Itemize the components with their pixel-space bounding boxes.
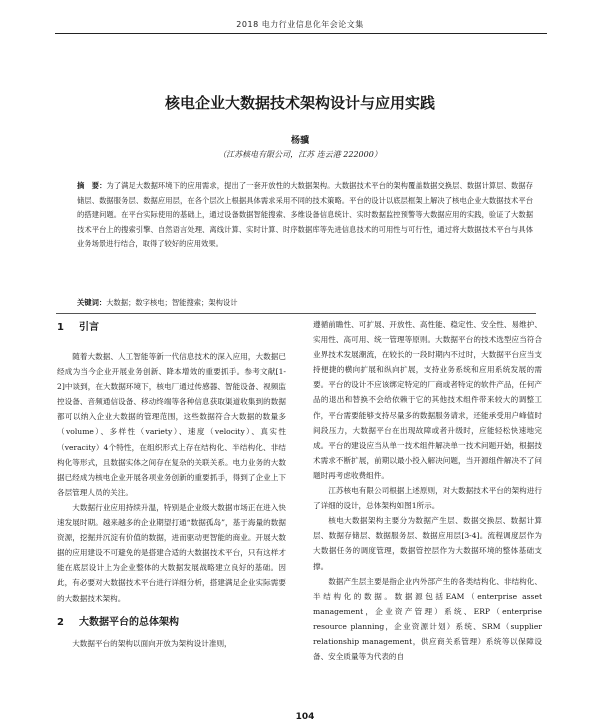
section-number: 2: [57, 616, 64, 628]
section-number: 1: [57, 322, 64, 333]
author-affiliation: （江苏核电有限公司，江苏 连云港 222000）: [218, 150, 382, 159]
paper-title: 核电企业大数据技术架构设计与应用实践: [164, 94, 435, 112]
body-paragraph: 随着大数据、人工智能等新一代信息技术的深入应用，大数据已经成为当今企业开展业务创新、降本增效的重要抓手。参考文献[1-2]中谈到，在大数据环境下，核电厂通过传感器、智能设备、视频监控设备、音频通信设备、移动终端等各种信息获取渠道收集到的数据都可以纳入企业大数据的管理范围，这些数据符合大数据的数量多（volume）、多样性（variety）、速度（velocity）、真实性（veracity）4个特性，在组织形式上存在结构化、半结构化、非结构化等形式，且数据实体之间存在复杂的关联关系。电力业务的大数据已经成为核电企业开展各项业务创新的重要抓手，得到了企业上下各层管理人员的关注。: [57, 352, 286, 497]
body-paragraph: 大数据行业应用持续升温，特别是企业级大数据市场正在进入快速发展时期。越来越多的企业期望打通“数据孤岛”，基于海量的数据资源，挖掘并沉淀有价值的数据，进而驱动更智能的商业。开展大数据的应用建设不可避免的是搭建合适的大数据技术平台，只有这样才能在底层设计上为企业整体的大数据发展战略建立良好的基础。因此，有必要对大数据技术平台进行详细分析，搭建满足企业实际需要的大数据技术架构。: [57, 502, 286, 603]
body-paragraph: 数据产生层主要是指企业内外部产生的各类结构化、非结构化、半结构化的数据。数据源包括EAM（enterprise asset management，企业资产管理）系统、ERP（enterprise resource planning，企业资源计划）系统、SRM（supplier relationship management，供应商关系管理）系统等以保障设备、安全质量等为代表的自: [313, 576, 542, 662]
abstract-label: 摘 要：: [77, 181, 107, 190]
keywords-text: 大数据；数字核电；智能搜索；架构设计: [106, 298, 238, 307]
keywords: [77, 296, 533, 309]
body-paragraph: 遵循前瞻性、可扩展、开放性、高性能、稳定性、安全性、易维护、实用性、高可用、统一管理等原则。大数据平台的技术选型应当符合业界技术发展潮流，在较长的一段时期内不过时，大数据平台应当支持便捷的横向扩展和纵向扩展，支持业务系统和应用系统发展的需要。平台的设计不应该绑定特定的厂商或者特定的软件产品，任何产品的退出和替换不会给依赖于它的其他技术组件带来较大的调整工作，平台需要能够支持尽量多的数据服务请求，还能承受用户峰值时间段压力，大数据平台在出现故障或者升级时，应能轻松快速地完成。平台的建设应当从单一技术组件解决单一技术问题开始，根据技术需求不断扩展，前期以最小投入解决问题，当开源组件解决不了问题时再考虑收费组件。: [313, 320, 542, 480]
header-rule: [55, 33, 547, 34]
section-heading-architecture: [57, 612, 286, 634]
abstract: [77, 179, 533, 252]
keywords-label: 关键词：: [77, 298, 107, 307]
left-column: [57, 317, 286, 651]
abstract-text: 为了满足大数据环境下的应用需求，提出了一套开放性的大数据架构。大数据技术平台的架构覆盖数据交换层、数据计算层、数据存储层、数据服务层、数据应用层，在各个层次上根据具体需求采用不同的技术策略。平台的设计以底层框架上解决了核电企业大数据技术平台的搭建问题。在平台实际使用的基础上，通过设备数据智能搜索、多维设备信息统计、实时数据监控预警等大数据应用的实践，验证了大数据技术平台上的搜索引擎、自然语言处理、离线计算、实时计算、时序数据库等先进信息技术的可用性与可行性，通过将大数据技术平台与具体业务场景进行结合，取得了较好的应用效果。: [77, 181, 534, 249]
author-name: 杨骥: [290, 136, 309, 146]
running-header: 2018 电力行业信息化年会论文集: [236, 20, 364, 29]
section-title: 大数据平台的总体架构: [79, 616, 179, 628]
section-heading-introduction: [57, 317, 286, 339]
body-paragraph: 核电大数据架构主要分为数据产生层、数据交换层、数据计算层、数据存储层、数据服务层、数据应用层[3-4]。流程调度层作为大数据任务的调度管理，数据管控层作为大数据环境的整体基础支撑。: [313, 516, 542, 571]
right-column: [313, 317, 542, 664]
body-paragraph: 江苏核电有限公司根据上述原则，对大数据技术平台的架构进行了详细的设计，总体架构如图1所示。: [313, 486, 542, 511]
section-title: 引言: [79, 322, 99, 333]
page-number: 104: [295, 712, 315, 722]
body-paragraph: 大数据平台的架构以面向开放为架构设计准则，: [72, 638, 232, 648]
abstract-divider: [56, 313, 536, 314]
